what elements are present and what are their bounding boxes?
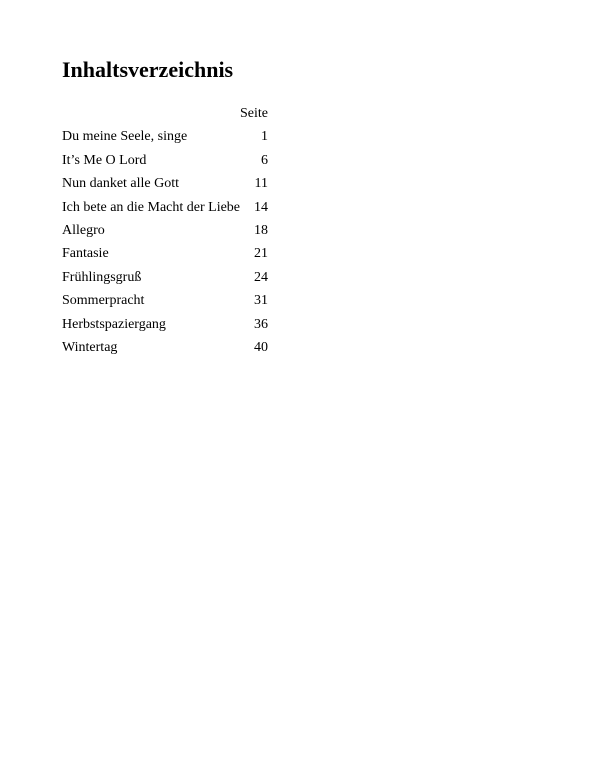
toc-entry-title: Wintertag [62,339,118,355]
toc-entry-title: Frühlingsgruß [62,269,142,285]
toc-entry-page: 14 [254,199,268,215]
toc-entry-page: 21 [254,246,268,262]
toc-entry [62,313,268,336]
toc-entry-title: Herbstspaziergang [62,316,166,332]
toc-entry-title: Allegro [62,222,105,238]
toc-entry [62,172,268,195]
toc-entry [62,125,268,148]
toc-entry-page: 40 [254,339,268,355]
toc-entry-title: Ich bete an die Macht der Liebe [62,199,241,215]
toc-entry-title: Du meine Seele, singe [62,129,188,145]
toc-entry [62,149,268,172]
toc-entry-page: 18 [254,222,268,238]
toc-entry-title: Nun danket alle Gott [62,176,180,192]
toc-entry-page: 31 [254,293,268,309]
toc-entry [62,289,268,312]
page-column-header: Seite [240,106,268,121]
toc-entry-page: 6 [261,152,268,168]
toc-entry-page: 11 [254,176,268,192]
toc-entry-page: 36 [254,316,268,332]
toc-entry-page: 24 [254,269,268,285]
page-title: Inhaltsverzeichnis [62,57,234,82]
toc-entry-title: Sommerpracht [62,293,145,309]
toc-entry [62,336,268,359]
toc-entry-title: Fantasie [62,246,109,262]
toc-entry [62,266,268,289]
toc-entry-page: 1 [261,129,268,145]
toc-entry-title: It’s Me O Lord [62,152,147,168]
toc-entry [62,219,268,242]
toc-entry [62,196,268,219]
table-of-contents [62,102,268,359]
toc-entry [62,242,268,265]
